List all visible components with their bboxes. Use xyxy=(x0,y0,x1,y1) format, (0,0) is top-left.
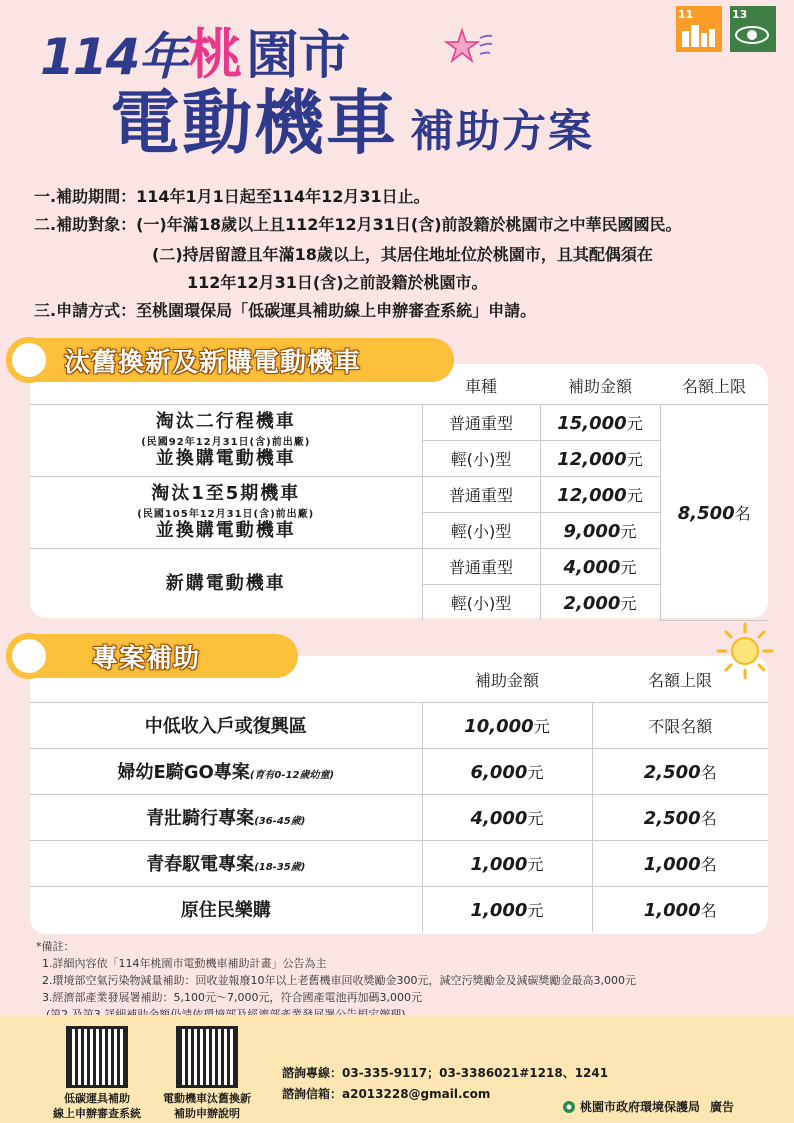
sdg-13-number: 13 xyxy=(732,8,748,21)
table-row: 新購電動機車 普通重型 4,000元 xyxy=(30,548,768,584)
title-main: 電動機車 xyxy=(110,82,398,164)
info-period: 一.補助期間：114年1月1日起至114年12月31日止。 xyxy=(34,187,430,206)
info-target-2a: (二)持居留證且年滿18歲以上，其居住地址位於桃園市，且其配偶須在 xyxy=(152,245,653,264)
sdg-11-icon xyxy=(676,6,722,52)
sdg-11-number: 11 xyxy=(678,8,694,21)
section-2-title: 專案補助 xyxy=(92,643,201,674)
table-row: 原住民樂購 1,000元 1,000名 xyxy=(30,886,768,932)
table-row: 輕(小)型 12,000元 xyxy=(30,440,768,476)
info-target-1: 二.補助對象：(一)年滿18歲以上且112年12月31日(含)前設籍於桃園市之中華民國國民。 xyxy=(34,215,682,234)
title-sub: 補助方案 xyxy=(410,106,594,157)
notes: *備註： 1.詳細內容依「114年桃園市電動機車補助計畫」公告為主 2.環境部空氣污染物減量補助：回收並報廢10年以上老舊機車回收獎勵金300元，減空污獎勵金及減碳獎勵金最高3,000元 3.經濟部產業發展署補助：5,100元～7,000元，符合國產電池再加碼3,000元 xyxy=(36,940,636,1005)
group-label: 淘汰二行程機車 (民國92年12月31日(含)前出廠) 並換購電動機車 xyxy=(30,404,422,476)
subsidy-table xyxy=(30,368,768,621)
table-row: 淘汰二行程機車 (民國92年12月31日(含)前出廠) 並換購電動機車 普通重型 15,000元 8,500名 xyxy=(30,404,768,440)
table-row: 輕(小)型 9,000元 xyxy=(30,512,768,548)
col-vehicle-type: 車種 xyxy=(464,377,497,397)
col-amount: 補助金額 xyxy=(567,377,632,397)
star-icon xyxy=(444,26,494,70)
agency-logo-icon xyxy=(562,1100,576,1114)
eye-earth-icon xyxy=(732,21,772,47)
title-row-2 xyxy=(110,82,594,164)
col-amount: 補助金額 xyxy=(474,671,539,691)
qr-code-icon[interactable] xyxy=(176,1026,238,1088)
qr-1-caption: 低碳運具補助 線上申辦審查系統 xyxy=(53,1092,141,1120)
qr-2-caption: 電動機車汰舊換新 補助申辦說明 xyxy=(163,1092,251,1120)
contact-phone: 諮詢專線：03-335-9117；03-3386021#1218、1241 xyxy=(282,1066,609,1080)
table-row: 輕(小)型 2,000元 xyxy=(30,584,768,620)
group-label: 新購電動機車 xyxy=(30,548,422,620)
table-row: 淘汰1至5期機車 (民國105年12月31日(含)前出廠) 並換購電動機車 普通重型 12,000元 xyxy=(30,476,768,512)
table-row: 中低收入戶或復興區 10,000元 不限名額 xyxy=(30,702,768,748)
title-row-1 xyxy=(40,12,351,86)
group-label: 淘汰1至5期機車 (民國105年12月31日(含)前出廠) 並換購電動機車 xyxy=(30,476,422,548)
info-apply: 三.申請方式：至桃園環保局「低碳運具補助線上申辦審查系統」申請。 xyxy=(34,301,537,320)
qr-code-icon[interactable] xyxy=(66,1026,128,1088)
city-icon xyxy=(678,21,718,47)
title-year: 114年 xyxy=(40,28,187,86)
col-quota: 名額上限 xyxy=(681,377,746,397)
agency-credit: 桃園市政府環境保護局 廣告 xyxy=(562,1098,734,1115)
title-tao: 桃 xyxy=(188,23,243,86)
table-row: 婦幼E騎GO專案(育有0-12歲幼童) 6,000元 2,500名 xyxy=(30,748,768,794)
col-quota: 名額上限 xyxy=(647,671,712,691)
project-table xyxy=(30,658,768,932)
table-row: 青春馭電專案(18-35歲) 1,000元 1,000名 xyxy=(30,840,768,886)
section-1-title: 汰舊換新及新購電動機車 xyxy=(64,347,362,378)
info-target-2b: 112年12月31日(含)之前設籍於桃園市。 xyxy=(187,273,488,292)
sdg-13-icon xyxy=(730,6,776,52)
quota-cell: 8,500名 xyxy=(660,404,768,620)
contact-email: 諮詢信箱：a2013228@gmail.com xyxy=(282,1087,491,1101)
title-city: 園市 xyxy=(246,26,351,86)
table-row: 青壯騎行專案(36-45歲) 4,000元 2,500名 xyxy=(30,794,768,840)
